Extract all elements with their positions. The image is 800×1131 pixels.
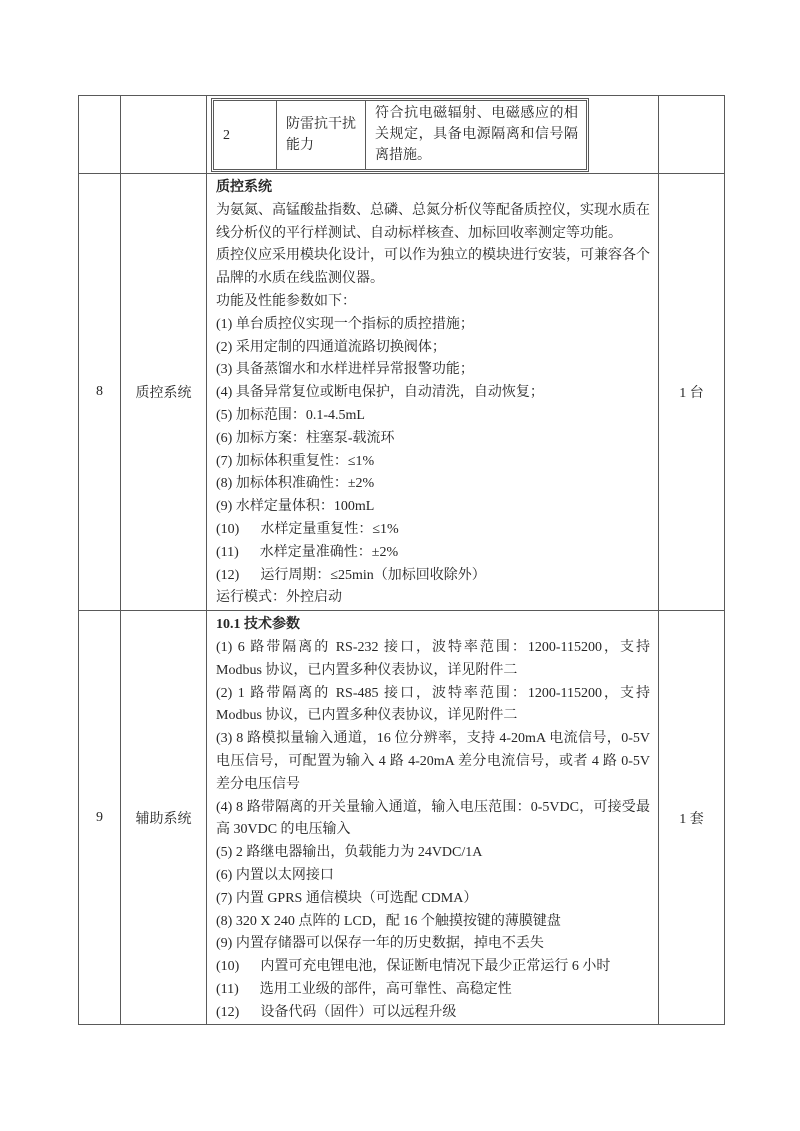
spec-line: (11) 水样定量准确性：±2% bbox=[216, 544, 399, 560]
nested-item-number: 2 bbox=[223, 127, 230, 143]
spec-paragraphs bbox=[216, 200, 650, 610]
spec-line: (10) 水样定量重复性：≤1% bbox=[216, 521, 399, 537]
table-row-continuation bbox=[79, 96, 725, 174]
spec-line: (9) 水样定量体积：100mL bbox=[216, 499, 375, 515]
spec-line: (2) 采用定制的四通道流路切换阀体； bbox=[216, 339, 446, 355]
spec-line: (9) 内置存储器可以保存一年的历史数据，掉电不丢失 bbox=[216, 936, 544, 952]
spec-line: 为氨氮、高锰酸盐指数、总磷、总氮分析仪等配备质控仪，实现水质在线分析仪的平行样测试、自动标样核查、加标回收率测定等功能。 bbox=[216, 202, 650, 241]
spec-line: (8) 320 X 240 点阵的 LCD，配 16 个触摸按键的薄膜键盘 bbox=[216, 913, 561, 929]
spec-line: (3) 8 路模拟量输入通道，16 位分辨率，支持 4-20mA 电流信号，0-5V 电压信号，可配置为输入 4 路 4-20mA 差分电流信号，或者 4 路 0-5V 差分电压信号 bbox=[216, 731, 654, 792]
nested-item-name: 防雷抗干扰能力 bbox=[277, 101, 366, 169]
spec-line: (5) 2 路继电器输出，负载能力为 24VDC/1A bbox=[216, 845, 483, 861]
nested-item-description: 符合抗电磁辐射、电磁感应的相关规定，具备电源隔离和信号隔离措施。 bbox=[366, 101, 587, 169]
row-number-cell: 8 bbox=[79, 174, 121, 611]
spec-table bbox=[78, 95, 725, 1025]
table-row-9 bbox=[79, 611, 725, 1025]
spec-line: (2) 1 路带隔离的 RS-485 接口，波特率范围：1200-115200，支持 Modbus 协议，已内置多种仪表协议，详见附件二 bbox=[216, 685, 654, 724]
table-row-8 bbox=[79, 174, 725, 611]
spec-paragraphs bbox=[216, 637, 654, 1025]
nested-table bbox=[214, 101, 586, 169]
spec-line: 质控仪应采用模块化设计，可以作为独立的模块进行安装，可兼容各个品牌的水质在线监测仪器。 bbox=[216, 248, 650, 287]
row-quantity-cell: 1 台 bbox=[659, 174, 725, 611]
spec-line: (4) 具备异常复位或断电保护，自动清洗，自动恢复； bbox=[216, 385, 544, 401]
spec-line: (6) 加标方案：柱塞泵-载流环 bbox=[216, 430, 395, 446]
spec-line: (1) 单台质控仪实现一个指标的质控措施； bbox=[216, 316, 474, 332]
row-number-cell: 9 bbox=[79, 611, 121, 1025]
nested-row bbox=[214, 101, 586, 169]
row-description-cell bbox=[207, 174, 659, 611]
spec-line: (12) 运行周期：≤25min（加标回收除外） bbox=[216, 567, 486, 583]
row-quantity-cell: 1 套 bbox=[659, 611, 725, 1025]
spec-line: (3) 具备蒸馏水和水样进样异常报警功能； bbox=[216, 362, 474, 378]
spec-line: (6) 内置以太网接口 bbox=[216, 867, 334, 883]
section-heading: 10.1 技术参数 bbox=[216, 617, 300, 633]
spec-line: (5) 加标范围：0.1-4.5mL bbox=[216, 407, 365, 423]
nested-table-border bbox=[211, 98, 589, 172]
row-name-cell: 辅助系统 bbox=[121, 611, 207, 1025]
spec-line: (7) 加标体积重复性：≤1% bbox=[216, 453, 375, 469]
spec-line: (1) 6 路带隔离的 RS-232 接口，波特率范围：1200-115200，支持 Modbus 协议，已内置多种仪表协议，详见附件二 bbox=[216, 639, 654, 678]
row-name-cell bbox=[121, 96, 207, 174]
spec-line: (12) 设备代码（固件）可以远程升级 bbox=[216, 1004, 457, 1020]
row-quantity-cell bbox=[659, 96, 725, 174]
spec-line: (8) 加标体积准确性：±2% bbox=[216, 476, 375, 492]
spec-line: (10) 内置可充电锂电池，保证断电情况下最少正常运行 6 小时 bbox=[216, 959, 611, 975]
spec-line: (11) 选用工业级的部件，高可靠性、高稳定性 bbox=[216, 981, 512, 997]
row-name-cell: 质控系统 bbox=[121, 174, 207, 611]
row-number-cell bbox=[79, 96, 121, 174]
spec-line: 运行模式：外控启动 bbox=[216, 590, 342, 606]
spec-line: (4) 8 路带隔离的开关量输入通道，输入电压范围：0-5VDC，可接受最高 30VDC 的电压输入 bbox=[216, 799, 650, 838]
spec-line: (7) 内置 GPRS 通信模块（可选配 CDMA） bbox=[216, 890, 478, 906]
spec-line: 功能及性能参数如下： bbox=[216, 293, 356, 309]
section-heading: 质控系统 bbox=[216, 180, 272, 195]
row-description-cell bbox=[207, 611, 659, 1025]
row-description-cell bbox=[207, 96, 659, 174]
